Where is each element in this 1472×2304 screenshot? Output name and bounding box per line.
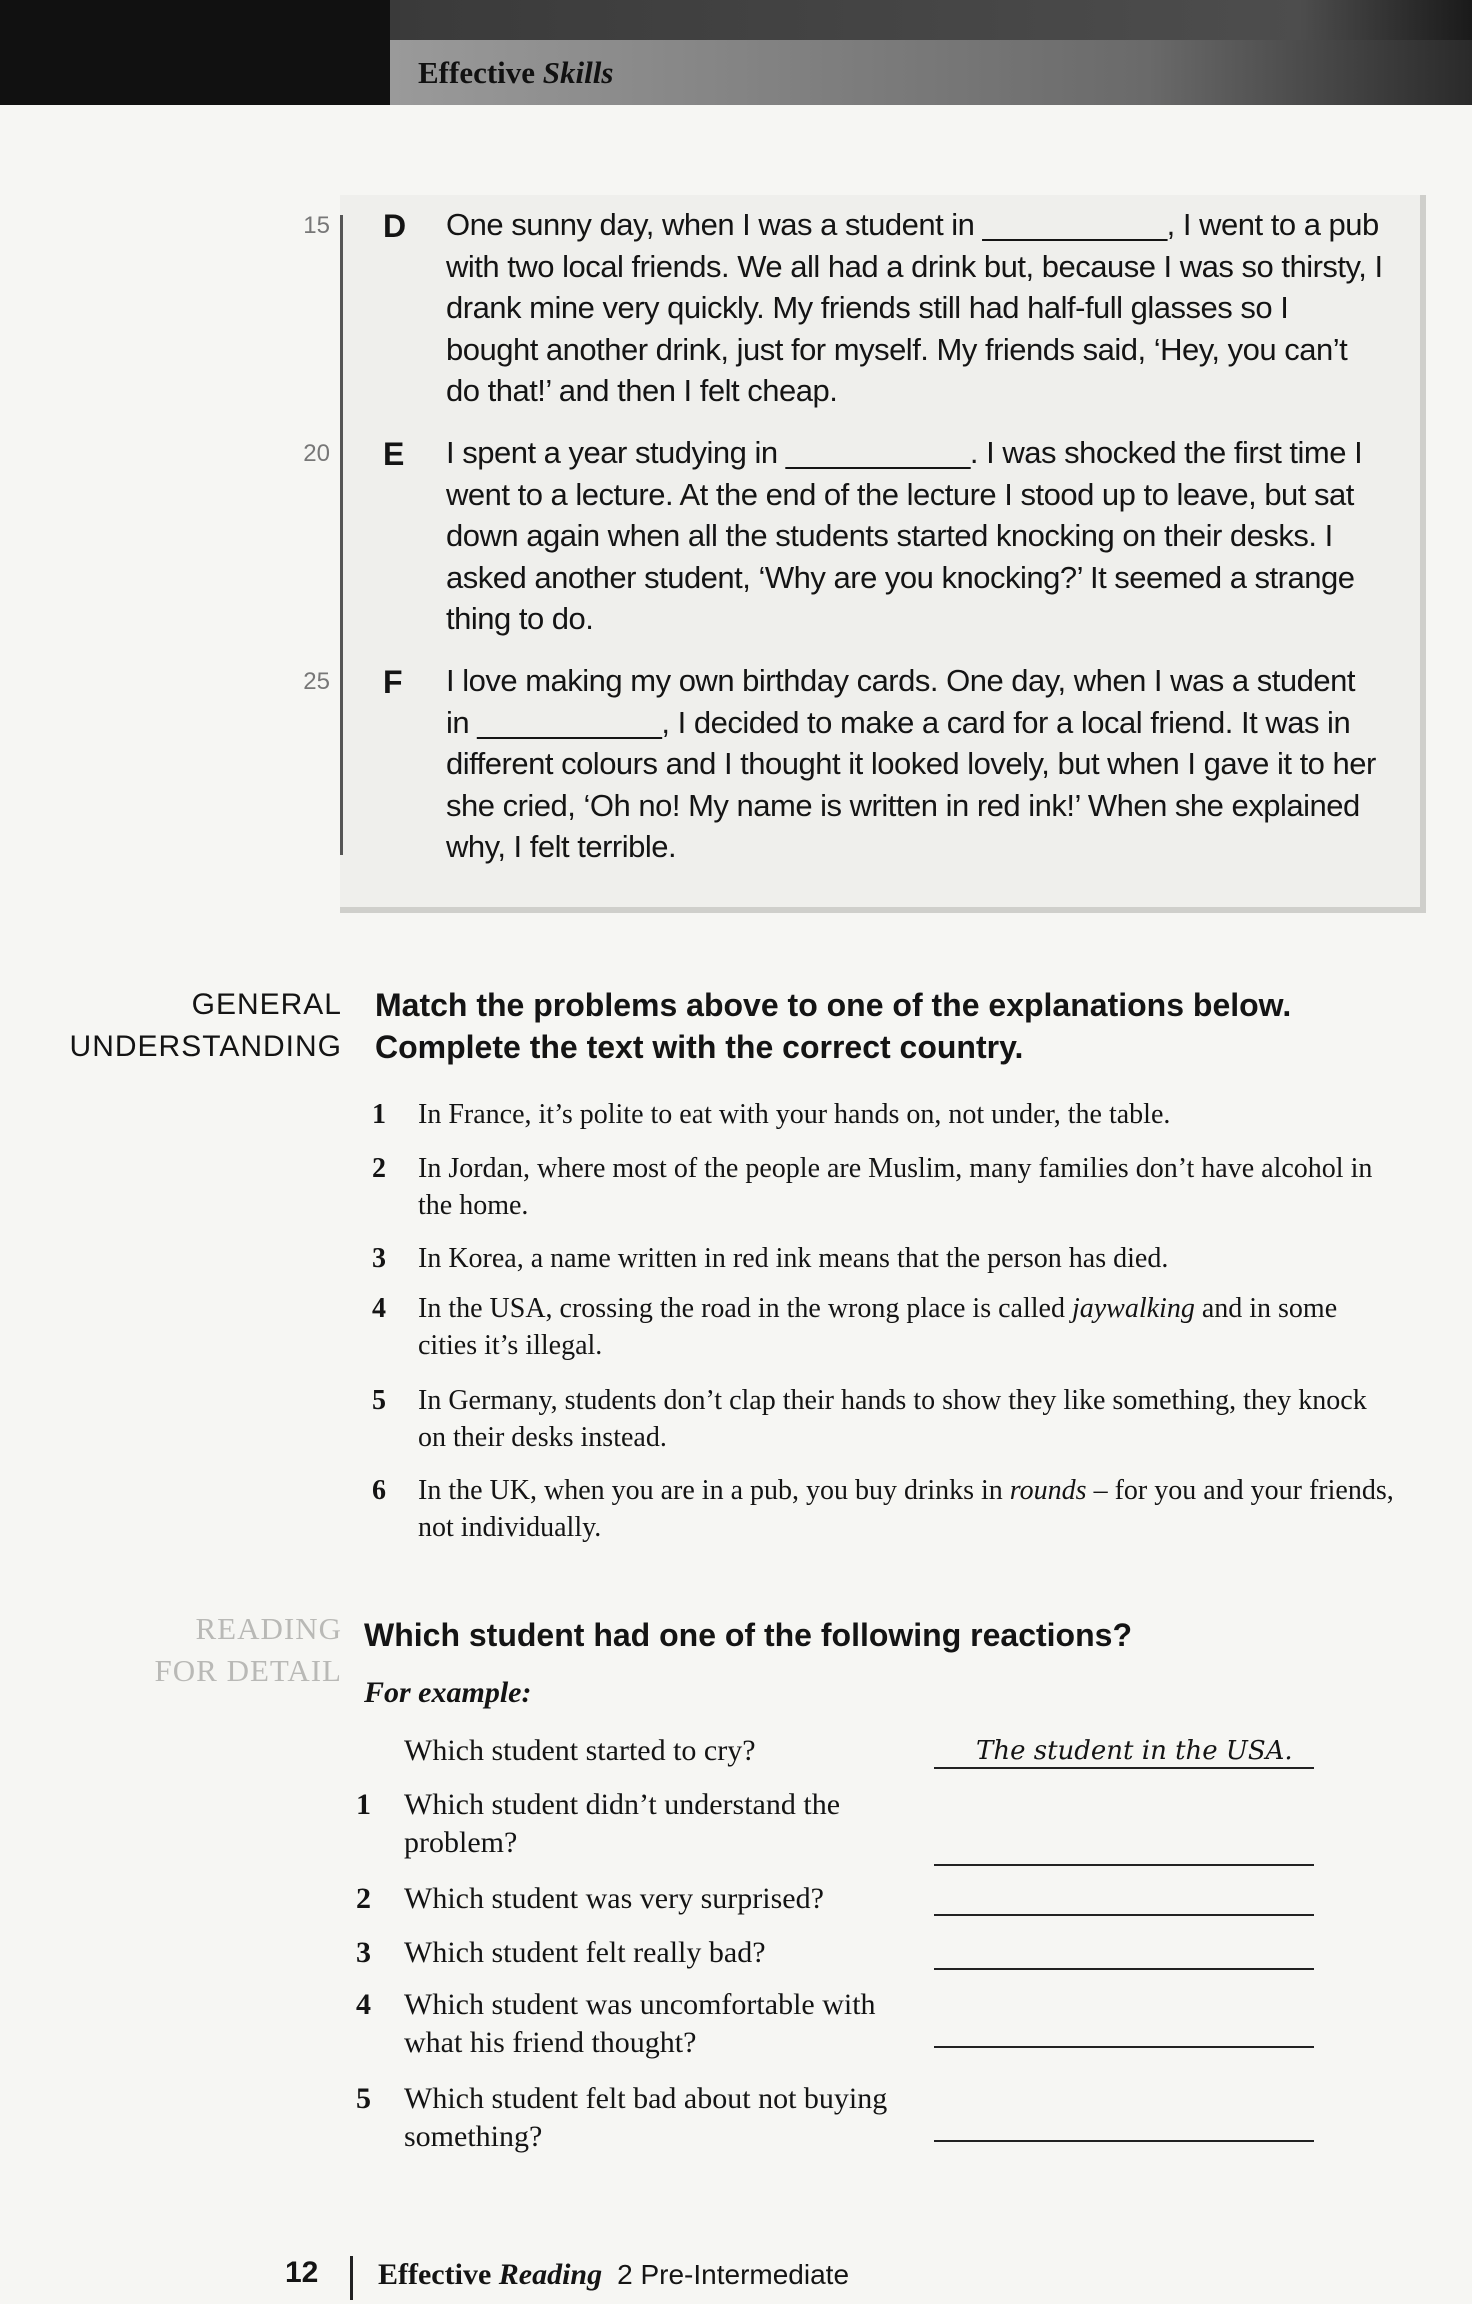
paragraph-e: I spent a year studying in ___________. I was shocked the first time I went to a lecture. At the end of the lecture I stood up to leave, but sat down again when all the students started knocking on their desks. I asked another student, ‘Why are you knocking?’ It seemed a strange thing to do. — [446, 435, 1363, 636]
answer-line[interactable] — [934, 2046, 1314, 2048]
paragraph-letter-d: D — [383, 208, 407, 244]
section-label-reading-for-detail: READING FOR DETAIL — [154, 1611, 342, 1688]
footer-title: Effective Reading 2 Pre-Intermediate — [378, 2258, 850, 2291]
line-number-rule — [340, 215, 343, 855]
paragraph-letter-e: E — [383, 436, 405, 472]
answer-line[interactable] — [934, 1968, 1314, 1970]
footer-divider — [350, 2256, 353, 2300]
page-number: 12 — [285, 2256, 319, 2289]
line-number: 25 — [303, 668, 330, 695]
answer-line[interactable] — [934, 2140, 1314, 2142]
answer-line[interactable] — [934, 1864, 1314, 1866]
task-heading-detail: Which student had one of the following reactions? — [364, 1617, 1132, 1653]
line-number: 20 — [303, 440, 330, 467]
paragraph-d: One sunny day, when I was a student in ___________, I went to a pub with two local friends. We all had a drink but, because I was so thirsty, I drank mine very quickly. My friends still had half-full glasses so I bought another drink, just for myself. My friends said, ‘Hey, you can’t do that!’ and then I felt cheap. — [446, 207, 1383, 408]
section-label-general-understanding: GENERAL UNDERSTANDING — [69, 988, 342, 1063]
example-answer: The student in the USA. — [976, 1736, 1293, 1766]
example-label: For example: — [364, 1676, 532, 1709]
answer-line[interactable] — [934, 1914, 1314, 1916]
running-header: Effective Skills — [418, 55, 614, 90]
paragraph-letter-f: F — [383, 664, 403, 700]
line-number: 15 — [303, 212, 330, 239]
task-heading-general: Match the problems above to one of the explanations below. Complete the text with the correct country. — [375, 987, 1292, 1065]
paragraph-f: I love making my own birthday cards. One day, when I was a student in ___________, I decided to make a card for a local friend. It was in different colours and I thought it looked lovely, but when I gave it to her she cried, ‘Oh no! My name is written in red ink!’ When she explained why, I felt terrible. — [446, 663, 1376, 864]
